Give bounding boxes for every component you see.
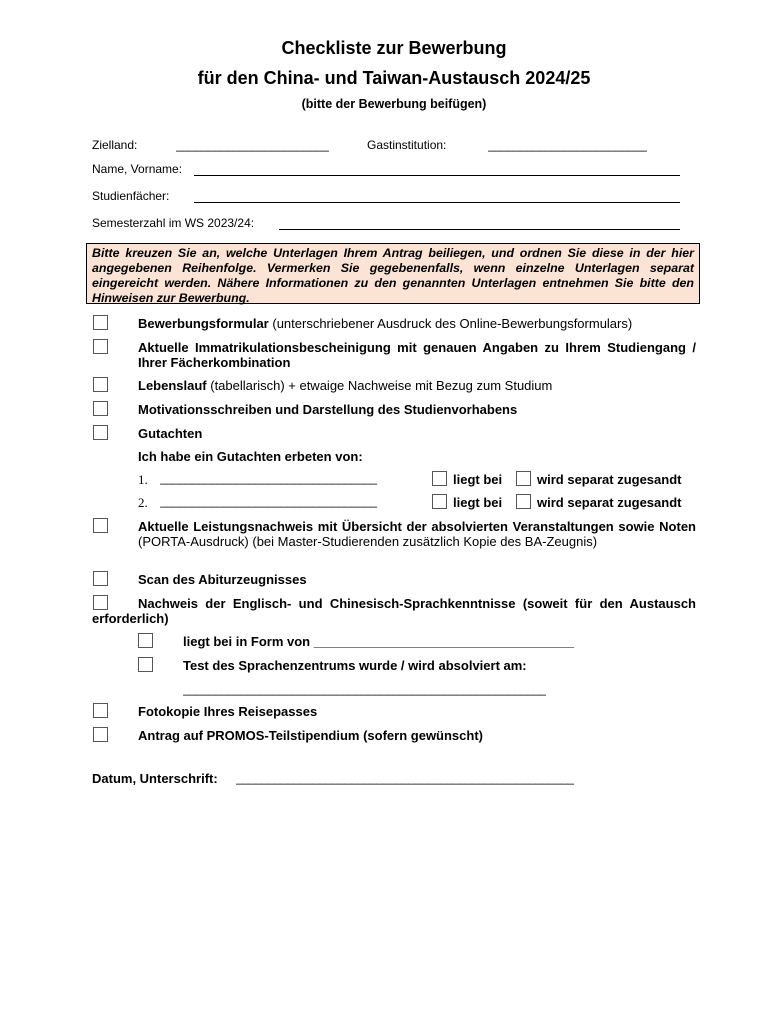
checkbox-motivation[interactable] [93, 401, 108, 416]
gutachten-name-field-1[interactable]: __________________________________ [160, 471, 377, 485]
checkbox-immatrikulation[interactable] [93, 339, 108, 354]
checkbox-reisepass[interactable] [93, 703, 108, 718]
checkbox-lebenslauf[interactable] [93, 377, 108, 392]
gutachten-1-separat-label: wird separat zugesandt [537, 472, 682, 487]
item-leistungsnachweis [138, 519, 696, 549]
instructions-box: Bitte kreuzen Sie an, welche Unterlagen Ihrem Antrag beiliegen, und ordnen Sie diese in der hier angegebenen Reihenfolge. Vermerken Sie gegebenenfalls, wenn einzelne Unterlagen separat eingereicht werden. Nähere Informationen zu den genannten Unterlagen entnehmen Sie bitte den Hinweisen zur Bewerbung. [86, 243, 700, 304]
checkbox-abitur[interactable] [93, 571, 108, 586]
gastinstitution-field[interactable]: _________________________ [488, 138, 648, 152]
gutachten-name-field-2[interactable]: __________________________________ [160, 494, 377, 508]
item-promos: Antrag auf PROMOS-Teilstipendium (sofern gewünscht) [138, 728, 483, 743]
item-gutachten: Gutachten [138, 426, 203, 441]
semesterzahl-field[interactable] [279, 229, 680, 230]
item-reisepass: Fotokopie Ihres Reisepasses [138, 704, 318, 719]
zielland-label: Zielland: [92, 138, 138, 152]
gutachten-2-separat-label: wird separat zugesandt [537, 495, 682, 510]
signature-field[interactable]: _____________________________________________________ [236, 771, 574, 785]
gastinstitution-label: Gastinstitution: [367, 138, 447, 152]
sprache-test-label: Test des Sprachenzentrums wurde / wird absolviert am: [183, 658, 527, 673]
item-leistungsnachweis-rest: (PORTA-Ausdruck) (bei Master-Studierenden zusätzlich Kopie des BA-Zeugnis) [138, 534, 598, 549]
page-subtitle: (bitte der Bewerbung beifügen) [301, 97, 487, 111]
gutachten-2-liegt-bei-label: liegt bei [453, 495, 503, 510]
gutachten-intro: Ich habe ein Gutachten erbeten von: [138, 449, 363, 464]
checkbox-gutachten-1-liegt-bei[interactable] [432, 471, 447, 486]
checkbox-gutachten-2-liegt-bei[interactable] [432, 494, 447, 509]
studienfaecher-label: Studienfächer: [92, 189, 170, 203]
gutachten-1-liegt-bei-label: liegt bei [453, 472, 503, 487]
page-title-line2: für den China- und Taiwan-Austausch 2024/25 [197, 68, 591, 88]
item-sprachkenntnisse: Nachweis der Englisch- und Chinesisch-Sprachkenntnisse (soweit für den Austausch erforderlich) [92, 596, 696, 626]
item-bewerbungsformular-rest: (unterschriebener Ausdruck des Online-Bewerbungsformulars) [268, 316, 633, 331]
checkbox-bewerbungsformular[interactable] [93, 315, 108, 330]
semesterzahl-label: Semesterzahl im WS 2023/24: [92, 216, 255, 230]
item-motivation: Motivationsschreiben und Darstellung des Studienvorhabens [138, 402, 518, 417]
item-immatrikulation: Aktuelle Immatrikulationsbescheinigung mit genauen Angaben zu Ihrem Studiengang / Ihrer Fächerkombination [138, 340, 696, 370]
checkbox-gutachten-1-separat[interactable] [516, 471, 531, 486]
sprache-form-label: liegt bei in Form von ____________________________________ [183, 634, 575, 649]
item-lebenslauf-rest: (tabellarisch) + etwaige Nachweise mit Bezug zum Studium [206, 378, 553, 393]
item-lebenslauf-bold: Lebenslauf [138, 378, 207, 393]
zielland-field[interactable]: ________________________ [176, 138, 329, 152]
checkbox-gutachten-2-separat[interactable] [516, 494, 531, 509]
checkbox-gutachten[interactable] [93, 425, 108, 440]
sprache-test-date-field[interactable]: _________________________________________________________ [183, 682, 547, 696]
checkbox-leistungsnachweis[interactable] [93, 518, 108, 533]
item-bewerbungsformular [138, 316, 632, 331]
page-title: Checkliste zur Bewerbung [281, 38, 507, 58]
checkbox-promos[interactable] [93, 727, 108, 742]
item-bewerbungsformular-bold: Bewerbungsformular [138, 316, 269, 331]
gutachten-number-1: 1. [138, 472, 148, 487]
signature-label: Datum, Unterschrift: [92, 771, 218, 786]
checkbox-sprache-test[interactable] [138, 657, 153, 672]
item-lebenslauf [138, 378, 552, 393]
gutachten-number-2: 2. [138, 495, 148, 510]
studienfaecher-field[interactable] [194, 202, 680, 203]
item-abitur: Scan des Abiturzeugnisses [138, 572, 307, 587]
name-label: Name, Vorname: [92, 162, 183, 176]
item-leistungsnachweis-bold: Aktuelle Leistungsnachweis mit Übersicht der absolvierten Veranstaltungen sowie Noten [138, 519, 696, 534]
checkbox-sprache-form[interactable] [138, 633, 153, 648]
name-field[interactable] [194, 175, 680, 176]
